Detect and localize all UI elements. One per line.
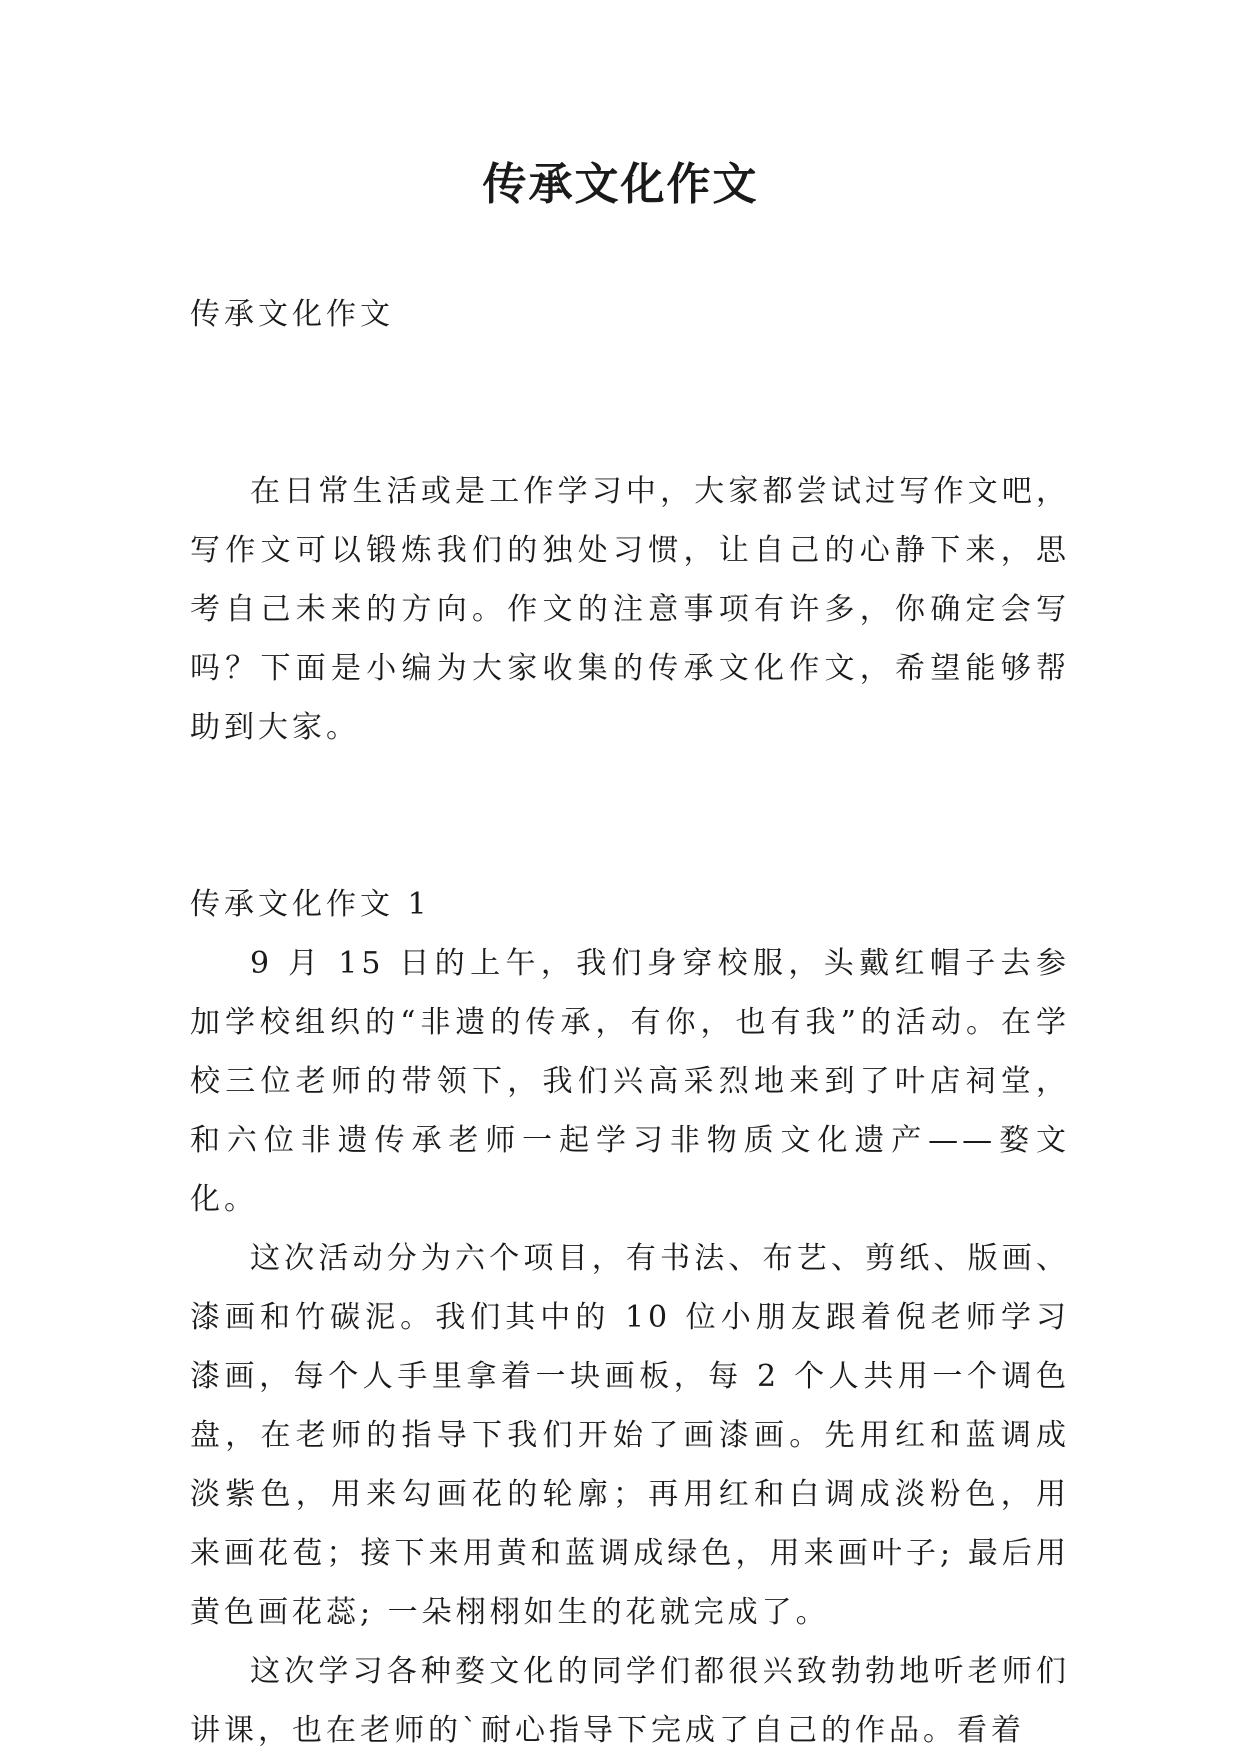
- essay-paragraph: 这次学习各种婺文化的同学们都很兴致勃勃地听老师们讲课，也在老师的`耐心指导下完成了自己的作品。看着: [190, 1654, 1070, 1748]
- intro-paragraph: 在日常生活或是工作学习中，大家都尝试过写作文吧，写作文可以锻炼我们的独处习惯，让自己的心静下来，思考自己未来的方向。作文的注意事项有许多，你确定会写吗？下面是小编为大家收集的传承文化作文，希望能够帮助到大家。: [190, 474, 1070, 745]
- document-title: 传承文化作文: [482, 159, 759, 210]
- spacer: [190, 403, 1070, 462]
- essay-paragraph: 这次活动分为六个项目，有书法、布艺、剪纸、版画、漆画和竹碳泥。我们其中的 10 位小朋友跟着倪老师学习漆画，每个人手里拿着一块画板，每 2 个人共用一个调色盘，在老师的指导下我们开始了画漆画。先用红和蓝调成淡紫色，用来勾画花的轮廓；再用红和白调成淡粉色，用来画花苞；接下来用黄和蓝调成绿色，用来画叶子; 最后用黄色画花蕊; 一朵栩栩如生的花就完成了。: [190, 1241, 1070, 1630]
- document-body: [190, 285, 1070, 1760]
- essay-paragraph: 9 月 15 日的上午，我们身穿校服，头戴红帽子去参加学校组织的“非遗的传承，有你，也有我”的活动。在学校三位老师的带领下，我们兴高采烈地来到了叶店祠堂，和六位非遗传承老师一起学习非物质文化遗产——婺文化。: [190, 946, 1070, 1217]
- spacer: [190, 757, 1070, 816]
- essay-heading: 传承文化作文 1: [190, 887, 431, 922]
- document-subtitle: 传承文化作文: [190, 297, 394, 332]
- spacer: [190, 816, 1070, 875]
- spacer: [190, 344, 1070, 403]
